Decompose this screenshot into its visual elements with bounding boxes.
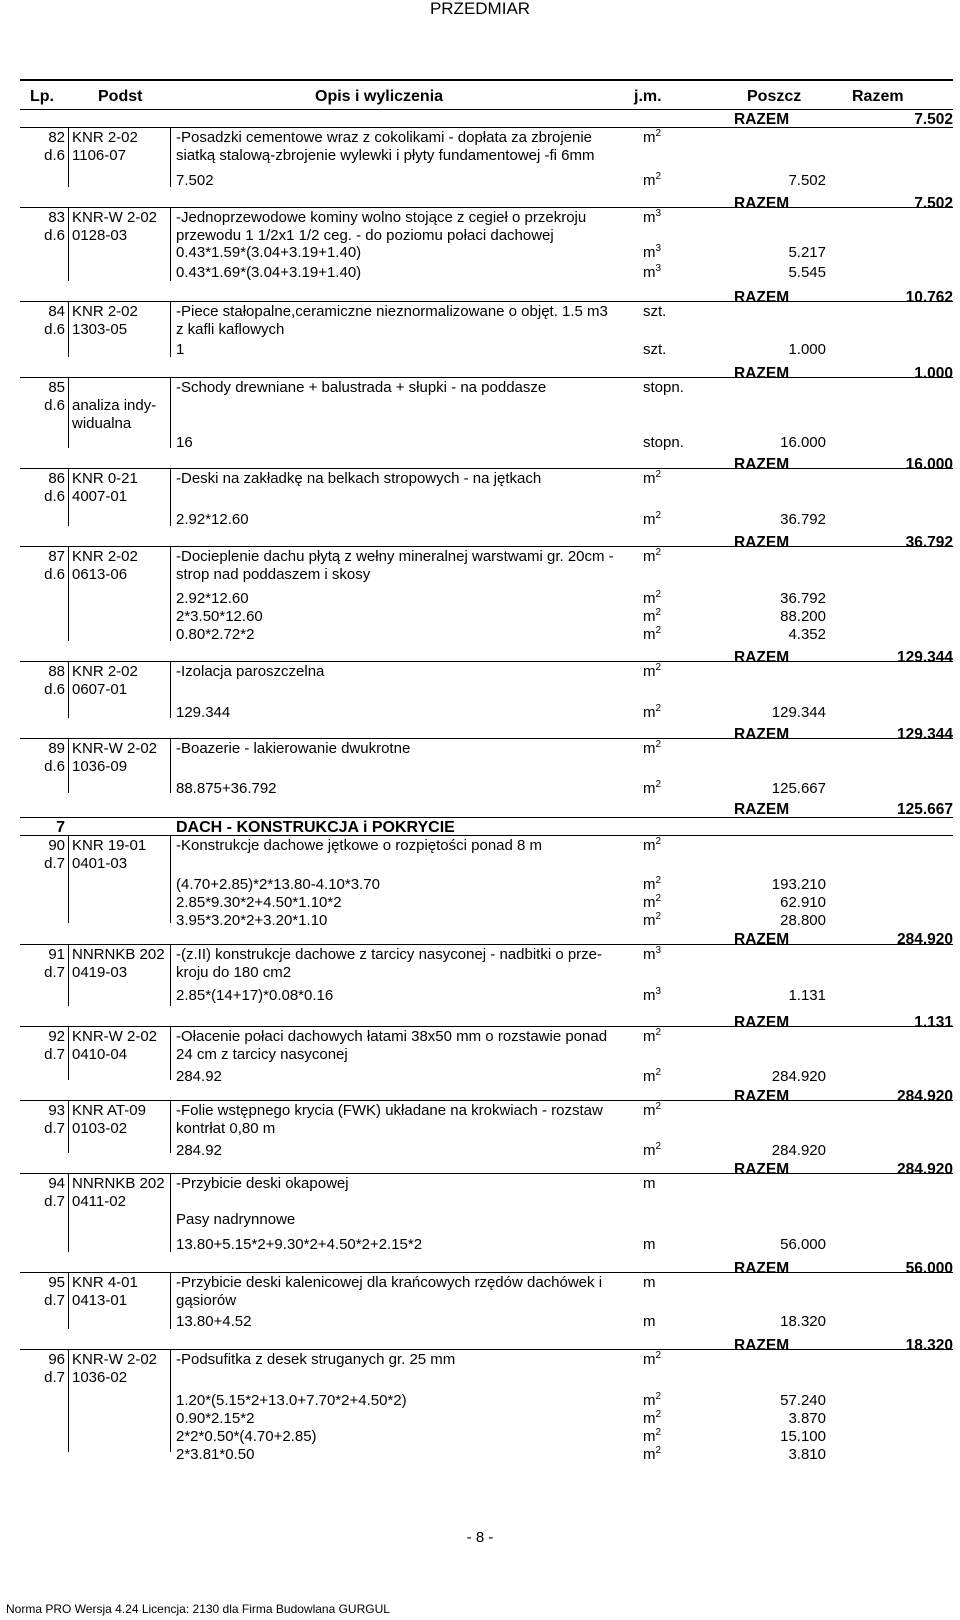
- document-title: PRZEDMIAR: [429, 0, 531, 18]
- item-87-calc-value-1: 88.200: [780, 608, 826, 625]
- item-96-calc-expr-2: 2*2*0.50*(4.70+2.85): [176, 1428, 317, 1445]
- item-96-lp-1: d.7: [44, 1369, 65, 1387]
- item-82-calc-unit-0-exponent: 2: [655, 171, 662, 182]
- item-90-unit: $m^2$: [643, 836, 662, 854]
- item-87-unit: $m^2$: [643, 547, 662, 565]
- item-96-calc-unit-2-exponent: 2: [655, 1427, 662, 1438]
- item-94-basis-1: 0411-02: [72, 1193, 126, 1211]
- item-88-description-0: -Izolacja paroszczelna: [176, 663, 325, 680]
- item-89-calc-unit-0-exponent: 2: [655, 779, 662, 790]
- item-90-calc-unit-1-exponent: 2: [655, 893, 662, 904]
- item-94-calc-unit-0: m: [643, 1236, 656, 1253]
- item-87-calc-value-2: 4.352: [788, 626, 826, 643]
- item-83-lp-1: d.6: [44, 227, 65, 245]
- item-86-lp-0: 86: [48, 470, 65, 487]
- item-93-calc-value-0: 284.920: [771, 1142, 826, 1159]
- item-88-calc-unit-0: $m^2$: [643, 703, 662, 721]
- item-88-basis-1: 0607-01: [72, 681, 128, 699]
- item-94-divider-podst: [170, 1173, 171, 1252]
- item-83-lp-0: 83: [48, 209, 65, 226]
- item-86-calc-unit-0-exponent: 2: [655, 510, 662, 521]
- item-92-total-value: 284.920: [896, 1088, 953, 1105]
- item-85-unit: stopn.: [643, 379, 684, 396]
- item-95-divider-lp: [68, 1272, 69, 1329]
- item-85-calc-value-0: 16.000: [780, 434, 826, 451]
- item-87-calc-value-0: 36.792: [780, 590, 826, 607]
- header-top-rule: [20, 79, 953, 81]
- header-bottom-rule: [20, 109, 953, 110]
- item-82-lp-0: 82: [48, 129, 65, 146]
- item-94-top-rule: [20, 1173, 953, 1174]
- item-92-basis-1: 0410-04: [72, 1046, 128, 1064]
- item-94-total-label: RAZEM: [734, 1260, 790, 1277]
- header-poszcz: Poszcz: [747, 88, 802, 105]
- item-94-description-2: Pasy nadrynnowe: [176, 1211, 296, 1229]
- item-84-calc-unit-0: szt.: [643, 341, 667, 358]
- item-83-description-0: -Jednoprzewodowe kominy wolno stojące z cegieł o przekroju: [176, 209, 587, 226]
- item-94-calc-value-0: 56.000: [780, 1236, 826, 1253]
- item-90-calc-unit-0: $m^2$: [643, 875, 662, 893]
- item-92-lp-1: d.7: [44, 1046, 65, 1064]
- item-92-calc-value-0: 284.920: [771, 1068, 826, 1085]
- item-82-basis-1: 1106-07: [72, 147, 126, 165]
- item-95-lp-0: 95: [48, 1274, 65, 1291]
- item-90-total-label: RAZEM: [734, 931, 790, 948]
- item-84-description-0: -Piece stałopalne,ceramiczne nieznormalizowane o objęt. 1.5 m3: [176, 303, 608, 320]
- item-90-calc-unit-1: $m^2$: [643, 893, 662, 911]
- item-86-basis-0: KNR 0-21: [72, 470, 138, 487]
- item-96-description-0: -Podsufitka z desek struganych gr. 25 mm: [176, 1351, 456, 1368]
- item-90-calc-value-1: 62.910: [780, 894, 826, 911]
- item-90-calc-unit-0-exponent: 2: [655, 875, 662, 886]
- item-96-unit: $m^2$: [643, 1350, 662, 1368]
- item-83-top-rule: [20, 207, 953, 208]
- item-96-top-rule: [20, 1349, 953, 1350]
- item-90-calc-expr-2: 3.95*3.20*2+3.20*1.10: [176, 912, 328, 929]
- item-96-calc-unit-3: $m^2$: [643, 1445, 662, 1463]
- carry-total-value: 7.502: [914, 111, 953, 128]
- item-96-calc-value-0: 57.240: [780, 1392, 826, 1409]
- software-footer: Norma PRO Wersja 4.24 Licencja: 2130 dla Firma Budowlana GURGUL: [6, 1602, 390, 1616]
- item-90-divider-lp: [68, 835, 69, 923]
- item-82-divider-podst: [170, 127, 171, 187]
- item-90-basis-1: 0401-03: [72, 855, 128, 873]
- item-89-calc-unit-0: $m^2$: [643, 779, 662, 797]
- item-89-total-value: 125.667: [896, 801, 953, 818]
- item-90-calc-unit-2: $m^2$: [643, 911, 662, 929]
- item-88-unit: $m^2$: [643, 662, 662, 680]
- item-89-total-label: RAZEM: [734, 801, 790, 818]
- item-83-unit: $m^3$: [643, 208, 662, 226]
- item-85-lp-0: 85: [48, 379, 65, 396]
- item-86-total-value: 36.792: [905, 534, 953, 551]
- item-85-calc-expr-0: 16: [176, 434, 193, 451]
- item-83-calc-value-1: 5.545: [788, 264, 826, 281]
- item-95-basis-0: KNR 4-01: [72, 1274, 138, 1291]
- item-92-calc-unit-0: $m^2$: [643, 1067, 662, 1085]
- item-93-basis-0: KNR AT-09: [72, 1102, 146, 1119]
- item-82-basis-0: KNR 2-02: [72, 129, 138, 146]
- item-86-calc-unit-0: $m^2$: [643, 510, 662, 528]
- section-number: 7: [56, 819, 65, 836]
- item-91-total-value: 1.131: [914, 1014, 953, 1031]
- item-94-basis-0: NNRNKB 202: [72, 1175, 165, 1192]
- item-87-calc-unit-0: $m^2$: [643, 589, 662, 607]
- item-84-calc-expr-0: 1: [176, 341, 185, 358]
- item-90-calc-value-2: 28.800: [780, 912, 826, 929]
- item-83-basis-0: KNR-W 2-02: [72, 209, 158, 226]
- item-86-top-rule: [20, 468, 953, 469]
- header-podst: Podst: [98, 88, 143, 105]
- item-95-description-1: gąsiorów: [176, 1292, 237, 1310]
- item-87-calc-expr-1: 2*3.50*12.60: [176, 608, 263, 625]
- item-84-divider-lp: [68, 301, 69, 357]
- item-89-lp-1: d.6: [44, 758, 65, 776]
- item-91-basis-0: NNRNKB 202: [72, 946, 165, 963]
- item-96-calc-expr-1: 0.90*2.15*2: [176, 1410, 255, 1427]
- item-95-divider-podst: [170, 1272, 171, 1329]
- item-87-calc-expr-2: 0.80*2.72*2: [176, 626, 255, 643]
- item-86-unit-exponent: 2: [655, 469, 662, 480]
- item-93-lp-0: 93: [48, 1102, 65, 1119]
- item-92-unit: $m^2$: [643, 1027, 662, 1045]
- item-92-lp-0: 92: [48, 1028, 65, 1045]
- item-87-divider-lp: [68, 546, 69, 641]
- item-83-description-1: przewodu 1 1/2x1 1/2 ceg. - do poziomu połaci dachowej: [176, 227, 554, 245]
- carry-total-label: RAZEM: [734, 111, 790, 128]
- item-88-unit-exponent: 2: [655, 662, 662, 673]
- item-94-description-0: -Przybicie deski okapowej: [176, 1175, 349, 1192]
- item-92-unit-exponent: 2: [655, 1027, 662, 1038]
- item-87-description-1: strop nad poddaszem i skosy: [176, 566, 371, 584]
- item-89-top-rule: [20, 738, 953, 739]
- item-92-basis-0: KNR-W 2-02: [72, 1028, 158, 1045]
- item-94-lp-0: 94: [48, 1175, 65, 1192]
- item-83-calc-expr-0: 0.43*1.59*(3.04+3.19+1.40): [176, 244, 362, 261]
- item-92-description-1: 24 cm z tarcicy nasyconej: [176, 1046, 348, 1064]
- item-82-unit: $m^2$: [643, 128, 662, 146]
- item-92-total-label: RAZEM: [734, 1088, 790, 1105]
- item-93-description-0: -Folie wstępnego krycia (FWK) układane na krokwiach - rozstaw: [176, 1102, 603, 1119]
- item-85-calc-unit-0: stopn.: [643, 434, 684, 451]
- item-90-unit-exponent: 2: [655, 836, 662, 847]
- item-89-unit-exponent: 2: [655, 739, 662, 750]
- item-88-top-rule: [20, 661, 953, 662]
- item-95-calc-value-0: 18.320: [780, 1313, 826, 1330]
- item-93-calc-unit-0-exponent: 2: [655, 1141, 662, 1152]
- item-84-unit: szt.: [643, 303, 667, 320]
- item-92-top-rule: [20, 1026, 953, 1027]
- item-95-unit: m: [643, 1274, 656, 1291]
- item-85-total-value: 16.000: [905, 456, 953, 473]
- item-88-divider-lp: [68, 661, 69, 718]
- item-96-calc-value-1: 3.870: [788, 1410, 826, 1427]
- page-number: - 8 -: [466, 1529, 494, 1546]
- item-87-total-value: 129.344: [896, 649, 953, 666]
- item-85-basis-1: analiza indy-: [72, 397, 157, 415]
- item-85-divider-lp: [68, 377, 69, 448]
- item-83-calc-unit-1: $m^3$: [643, 263, 662, 281]
- item-84-basis-0: KNR 2-02: [72, 303, 138, 320]
- item-84-basis-1: 1303-05: [72, 321, 128, 339]
- item-93-description-1: kontrłat 0,80 m: [176, 1120, 276, 1138]
- item-88-divider-podst: [170, 661, 171, 718]
- item-85-description-0: -Schody drewniane + balustrada + słupki - na poddasze: [176, 379, 547, 396]
- item-90-calc-expr-1: 2.85*9.30*2+4.50*1.10*2: [176, 894, 342, 911]
- item-86-divider-lp: [68, 468, 69, 526]
- item-93-divider-podst: [170, 1100, 171, 1153]
- item-96-calc-value-2: 15.100: [780, 1428, 826, 1445]
- item-87-calc-unit-0-exponent: 2: [655, 589, 662, 600]
- item-93-basis-1: 0103-02: [72, 1120, 128, 1138]
- item-88-calc-expr-0: 129.344: [176, 704, 231, 721]
- item-87-top-rule: [20, 546, 953, 547]
- item-88-basis-0: KNR 2-02: [72, 663, 138, 680]
- item-90-calc-unit-2-exponent: 2: [655, 911, 662, 922]
- item-91-total-label: RAZEM: [734, 1014, 790, 1031]
- item-95-calc-expr-0: 13.80+4.52: [176, 1313, 252, 1330]
- item-87-divider-podst: [170, 546, 171, 641]
- item-88-calc-unit-0-exponent: 2: [655, 703, 662, 714]
- item-87-calc-unit-1: $m^2$: [643, 607, 662, 625]
- item-82-total-label: RAZEM: [734, 195, 790, 212]
- item-91-unit-exponent: 3: [655, 945, 662, 956]
- item-93-divider-lp: [68, 1100, 69, 1153]
- item-82-calc-expr-0: 7.502: [176, 172, 214, 189]
- item-86-total-label: RAZEM: [734, 534, 790, 551]
- item-90-divider-podst: [170, 835, 171, 923]
- item-83-calc-unit-0: $m^3$: [643, 243, 662, 261]
- item-92-calc-unit-0-exponent: 2: [655, 1067, 662, 1078]
- item-83-divider-podst: [170, 207, 171, 281]
- item-93-top-rule: [20, 1100, 953, 1101]
- item-82-description-0: -Posadzki cementowe wraz z cokolikami - dopłata za zbrojenie: [176, 129, 593, 146]
- item-85-lp-1: d.6: [44, 397, 65, 415]
- item-87-calc-unit-2: $m^2$: [643, 625, 662, 643]
- item-82-calc-unit-0: $m^2$: [643, 171, 662, 189]
- item-83-total-value: 10.762: [905, 289, 953, 306]
- item-82-calc-value-0: 7.502: [788, 172, 826, 189]
- item-96-basis-0: KNR-W 2-02: [72, 1351, 158, 1368]
- item-93-unit: $m^2$: [643, 1101, 662, 1119]
- item-96-calc-expr-0: 1.20*(5.15*2+13.0+7.70*2+4.50*2): [176, 1392, 407, 1409]
- item-95-basis-1: 0413-01: [72, 1292, 128, 1310]
- item-89-divider-podst: [170, 738, 171, 793]
- item-91-calc-expr-0: 2.85*(14+17)*0.08*0.16: [176, 987, 334, 1004]
- item-88-calc-value-0: 129.344: [771, 704, 826, 721]
- item-87-description-0: -Docieplenie dachu płytą z wełny mineralnej warstwami gr. 20cm -: [176, 548, 614, 565]
- item-92-calc-expr-0: 284.92: [176, 1068, 222, 1085]
- item-85-total-label: RAZEM: [734, 456, 790, 473]
- item-84-description-1: z kafli kaflowych: [176, 321, 285, 339]
- item-89-unit: $m^2$: [643, 739, 662, 757]
- item-84-total-value: 1.000: [914, 365, 953, 382]
- item-93-total-value: 284.920: [896, 1161, 953, 1178]
- item-88-total-label: RAZEM: [734, 726, 790, 743]
- item-85-top-rule: [20, 377, 953, 378]
- item-94-calc-expr-0: 13.80+5.15*2+9.30*2+4.50*2+2.15*2: [176, 1236, 423, 1253]
- item-89-basis-1: 1036-09: [72, 758, 128, 776]
- item-96-calc-value-3: 3.810: [788, 1446, 826, 1463]
- item-89-lp-0: 89: [48, 740, 65, 757]
- item-89-calc-value-0: 125.667: [771, 780, 826, 797]
- item-84-top-rule: [20, 301, 953, 302]
- item-87-lp-0: 87: [48, 548, 65, 565]
- item-91-divider-lp: [68, 944, 69, 1006]
- item-90-top-rule: [20, 835, 953, 836]
- item-91-lp-1: d.7: [44, 964, 65, 982]
- item-91-calc-unit-0-exponent: 3: [655, 986, 662, 997]
- item-84-calc-value-0: 1.000: [788, 341, 826, 358]
- item-93-calc-expr-0: 284.92: [176, 1142, 222, 1159]
- item-84-lp-1: d.6: [44, 321, 65, 339]
- item-95-calc-unit-0: m: [643, 1313, 656, 1330]
- item-90-calc-expr-0: (4.70+2.85)*2*13.80-4.10*3.70: [176, 876, 380, 893]
- item-91-lp-0: 91: [48, 946, 65, 963]
- item-83-basis-1: 0128-03: [72, 227, 128, 245]
- item-83-divider-lp: [68, 207, 69, 281]
- item-91-description-0: -(z.II) konstrukcje dachowe z tarcicy nasyconej - nadbitki o prze-: [176, 946, 602, 963]
- item-87-basis-1: 0613-06: [72, 566, 128, 584]
- item-87-calc-expr-0: 2.92*12.60: [176, 590, 249, 607]
- item-90-description-0: -Konstrukcje dachowe jętkowe o rozpiętości ponad 8 m: [176, 837, 543, 854]
- item-95-lp-1: d.7: [44, 1292, 65, 1310]
- item-83-unit-exponent: 3: [655, 208, 662, 219]
- item-85-basis-2: widualna: [72, 415, 132, 433]
- item-86-calc-expr-0: 2.92*12.60: [176, 511, 249, 528]
- item-92-divider-podst: [170, 1026, 171, 1080]
- section-title: DACH - KONSTRUKCJA i POKRYCIE: [176, 819, 455, 836]
- item-96-basis-1: 1036-02: [72, 1369, 128, 1387]
- item-93-lp-1: d.7: [44, 1120, 65, 1138]
- item-94-total-value: 56.000: [905, 1260, 953, 1277]
- item-82-top-rule: [20, 127, 953, 128]
- item-83-calc-unit-0-exponent: 3: [655, 243, 662, 254]
- item-92-divider-lp: [68, 1026, 69, 1080]
- item-93-unit-exponent: 2: [655, 1101, 662, 1112]
- item-94-unit: m: [643, 1175, 656, 1192]
- item-88-lp-0: 88: [48, 663, 65, 680]
- item-95-total-label: RAZEM: [734, 1337, 790, 1354]
- item-96-unit-exponent: 2: [655, 1350, 662, 1361]
- item-82-divider-lp: [68, 127, 69, 187]
- item-89-basis-0: KNR-W 2-02: [72, 740, 158, 757]
- item-86-lp-1: d.6: [44, 488, 65, 506]
- item-83-total-label: RAZEM: [734, 289, 790, 306]
- item-91-basis-1: 0419-03: [72, 964, 128, 982]
- item-91-top-rule: [20, 944, 953, 945]
- item-83-calc-unit-1-exponent: 3: [655, 263, 662, 274]
- item-96-divider-podst: [170, 1349, 171, 1452]
- item-95-top-rule: [20, 1272, 953, 1273]
- item-87-unit-exponent: 2: [655, 547, 662, 558]
- header-lp: Lp.: [30, 88, 54, 105]
- item-87-basis-0: KNR 2-02: [72, 548, 138, 565]
- item-82-total-value: 7.502: [914, 195, 953, 212]
- item-96-lp-0: 96: [48, 1351, 65, 1368]
- item-82-lp-1: d.6: [44, 147, 65, 165]
- item-96-calc-expr-3: 2*3.81*0.50: [176, 1446, 255, 1463]
- item-96-calc-unit-0-exponent: 2: [655, 1391, 662, 1402]
- item-87-lp-1: d.6: [44, 566, 65, 584]
- item-96-calc-unit-0: $m^2$: [643, 1391, 662, 1409]
- item-89-divider-lp: [68, 738, 69, 793]
- item-86-description-0: -Deski na zakładkę na belkach stropowych - na jętkach: [176, 470, 542, 487]
- item-94-divider-lp: [68, 1173, 69, 1252]
- item-96-calc-unit-1: $m^2$: [643, 1409, 662, 1427]
- item-84-total-label: RAZEM: [734, 365, 790, 382]
- item-88-total-value: 129.344: [896, 726, 953, 743]
- item-93-total-label: RAZEM: [734, 1161, 790, 1178]
- item-88-lp-1: d.6: [44, 681, 65, 699]
- item-86-calc-value-0: 36.792: [780, 511, 826, 528]
- item-91-calc-unit-0: $m^3$: [643, 986, 662, 1004]
- item-96-divider-lp: [68, 1349, 69, 1452]
- item-89-calc-expr-0: 88.875+36.792: [176, 780, 277, 797]
- item-96-calc-unit-1-exponent: 2: [655, 1409, 662, 1420]
- item-86-unit: $m^2$: [643, 469, 662, 487]
- item-91-description-1: kroju do 180 cm2: [176, 964, 292, 982]
- item-82-unit-exponent: 2: [655, 128, 662, 139]
- header-opis: Opis i wyliczenia: [315, 88, 444, 105]
- header-razem: Razem: [852, 88, 904, 105]
- item-96-calc-unit-2: $m^2$: [643, 1427, 662, 1445]
- item-86-basis-1: 4007-01: [72, 488, 128, 506]
- item-86-divider-podst: [170, 468, 171, 526]
- item-87-calc-unit-2-exponent: 2: [655, 625, 662, 636]
- header-jm: j.m.: [634, 88, 662, 105]
- item-96-calc-unit-3-exponent: 2: [655, 1445, 662, 1456]
- item-90-total-value: 284.920: [896, 931, 953, 948]
- item-90-lp-0: 90: [48, 837, 65, 854]
- item-91-calc-value-0: 1.131: [788, 987, 826, 1004]
- item-90-basis-0: KNR 19-01: [72, 837, 147, 854]
- item-95-total-value: 18.320: [905, 1337, 953, 1354]
- item-87-calc-unit-1-exponent: 2: [655, 607, 662, 618]
- item-90-lp-1: d.7: [44, 855, 65, 873]
- item-82-description-1: siatką stalową-zbrojenie wylewki i płyty fundamentowej -fi 6mm: [176, 147, 595, 165]
- item-92-description-0: -Ołacenie połaci dachowych łatami 38x50 mm o rozstawie ponad: [176, 1028, 608, 1045]
- item-83-calc-value-0: 5.217: [788, 244, 826, 261]
- item-85-divider-podst: [170, 377, 171, 448]
- item-91-divider-podst: [170, 944, 171, 1006]
- item-87-total-label: RAZEM: [734, 649, 790, 666]
- item-93-calc-unit-0: $m^2$: [643, 1141, 662, 1159]
- item-83-calc-expr-1: 0.43*1.69*(3.04+3.19+1.40): [176, 264, 362, 281]
- item-94-lp-1: d.7: [44, 1193, 65, 1211]
- item-89-description-0: -Boazerie - lakierowanie dwukrotne: [176, 740, 411, 757]
- item-90-calc-value-0: 193.210: [771, 876, 826, 893]
- item-95-description-0: -Przybicie deski kalenicowej dla krańcowych rzędów dachówek i: [176, 1274, 603, 1291]
- item-84-divider-podst: [170, 301, 171, 357]
- item-84-lp-0: 84: [48, 303, 65, 320]
- item-91-unit: $m^3$: [643, 945, 662, 963]
